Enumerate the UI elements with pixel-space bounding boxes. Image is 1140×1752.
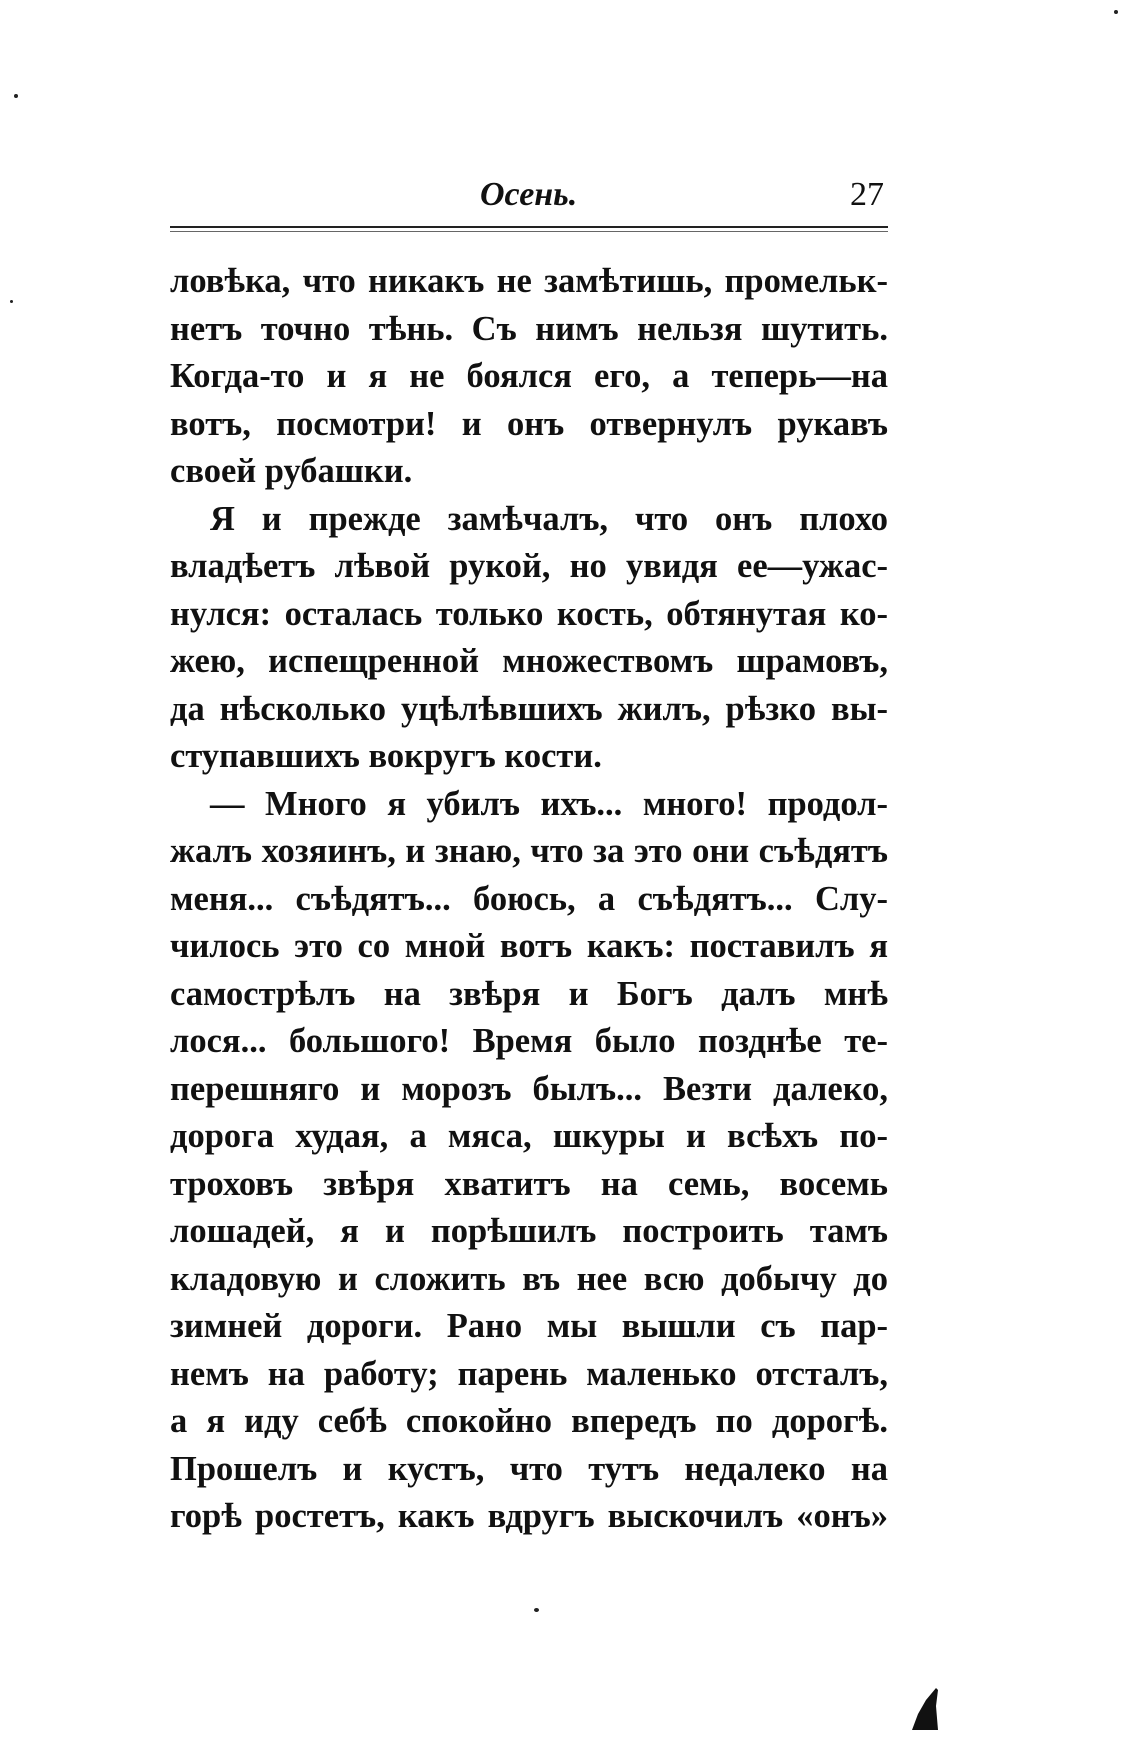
paragraph [170,781,888,1541]
paragraph [170,258,888,496]
text-line: Я и прежде замѣчалъ, что онъ плохо [210,499,888,538]
text-line: владѣетъ лѣвой рукой, но увидя ее—ужас- [170,547,888,585]
text-line: вотъ, посмотри! и онъ отвернулъ рукавъ [170,404,888,443]
text-line: кладовую и сложить въ нее всю добычу до [170,1259,888,1298]
text-line: жею, испещренной множествомъ шрамовъ, [170,642,888,680]
text-line: да нѣсколько уцѣлѣвшихъ жилъ, рѣзко вы- [170,689,888,728]
text-line: немъ на работу; парень маленько отсталъ, [170,1354,888,1393]
text-line: лошадей, я и порѣшилъ построить тамъ [170,1212,888,1250]
text-line: своей рубашки. [170,452,413,490]
ink-blot-icon [908,1686,940,1730]
text-line: дорога худая, а мяса, шкуры и всѣхъ по- [170,1117,888,1155]
text-line: чилось это со мной вотъ какъ: поставилъ я [170,927,888,965]
text-line: горѣ ростетъ, какъ вдругъ выскочилъ «онъ» [170,1497,888,1535]
page-number: 27 [850,176,884,213]
body-text [170,258,888,1541]
text-line: нетъ точно тѣнь. Съ нимъ нельзя шутить. [170,309,888,348]
text-line: жалъ хозяинъ, и знаю, что за это они съѣдятъ [170,832,888,870]
text-line: а я иду себѣ спокойно впередъ по дорогѣ. [170,1402,888,1440]
text-line: нулся: осталась только кость, обтянутая ко- [170,594,888,633]
running-title: Осень. [480,176,578,213]
text-line: ловѣка, что никакъ не замѣтишь, промельк- [170,262,888,300]
text-line: Когда-то и я не боялся его, а теперь—на [170,357,888,395]
scan-speck [534,1608,539,1612]
header-rule-thin [170,231,888,232]
header-rule [170,226,888,228]
running-head [170,176,888,224]
text-line: Прошелъ и кустъ, что тутъ недалеко на [170,1449,888,1488]
text-line: троховъ звѣря хватитъ на семь, восемь [170,1164,888,1203]
scan-speck [10,300,13,303]
scan-speck [1114,10,1118,14]
text-line: зимней дороги. Рано мы вышли съ пар- [170,1307,888,1345]
text-line: самострѣлъ на звѣря и Богъ далъ мнѣ [170,974,888,1013]
text-line: — Много я убилъ ихъ... много! продол- [210,784,888,823]
text-line: перешняго и морозъ былъ... Везти далеко, [170,1069,888,1108]
text-line: меня... съѣдятъ... боюсь, а съѣдятъ... Слу- [170,879,888,918]
paragraph [170,496,888,781]
text-line: лося... большого! Время было позднѣе те- [170,1022,888,1060]
scan-speck [14,94,18,98]
text-line: ступавшихъ вокругъ кости. [170,737,602,775]
